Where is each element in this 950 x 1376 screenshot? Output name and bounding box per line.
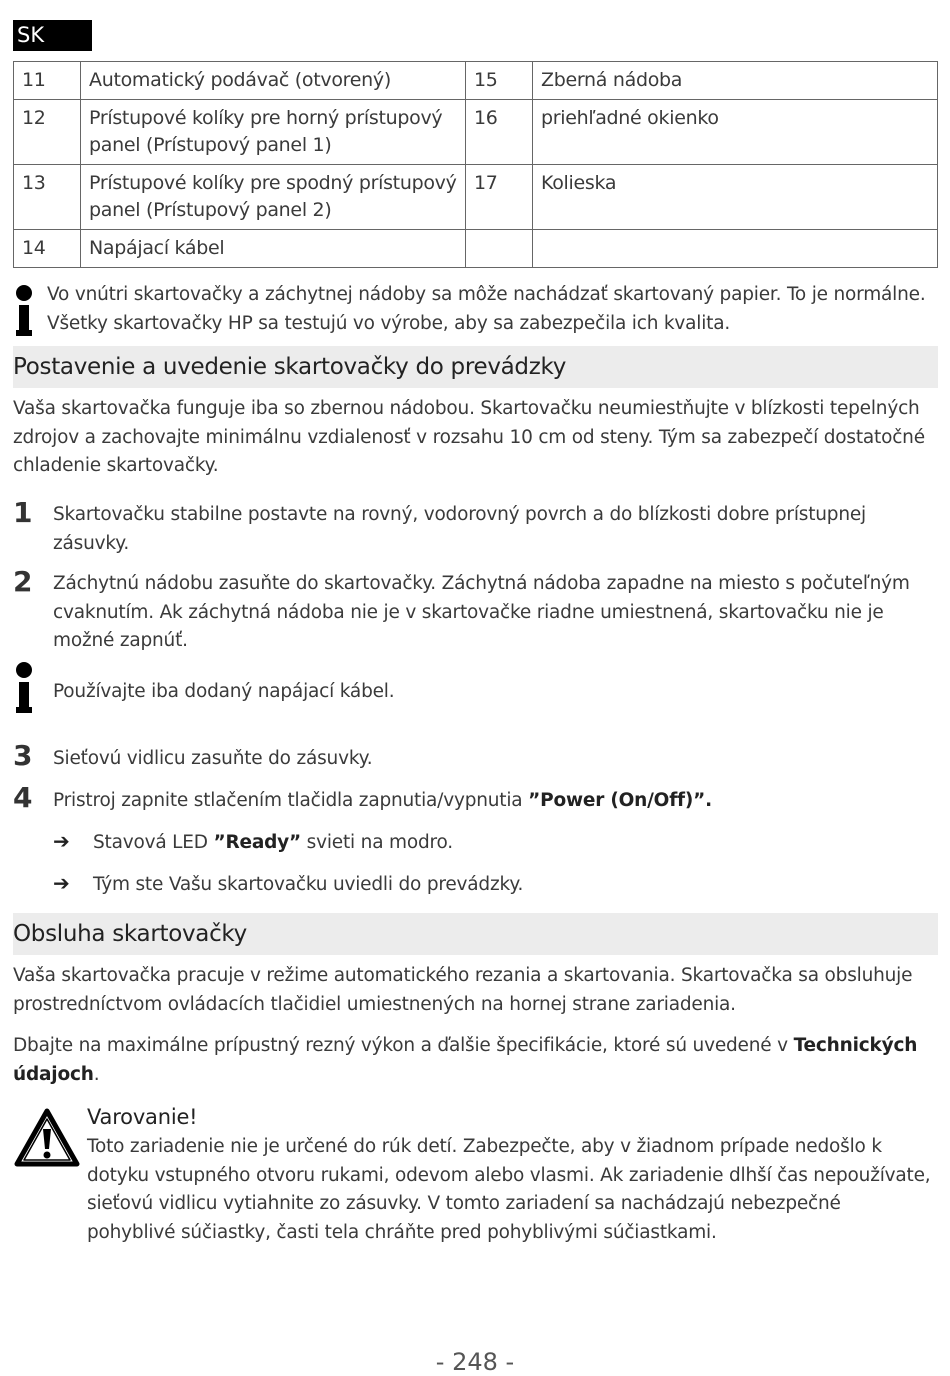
- info-note: Používajte iba dodaný napájací kábel.: [53, 681, 395, 702]
- result-text: Tým ste Vašu skartovačku uviedli do prevádzky.: [93, 874, 524, 895]
- section-intro: Vaša skartovačka funguje iba so zbernou nádobou. Skartovačku neumiestňujte v blízkosti tepelných zdrojov a zachovajte minimálnu vzdialenosť v rozsahu 10 cm od steny. Tým sa zabezpečí dostatočné chladenie skartovačky.: [13, 398, 925, 476]
- result-text-plain: svieti na modro.: [301, 832, 453, 853]
- step-number: 4: [13, 781, 33, 814]
- parts-table: [13, 61, 938, 268]
- part-label: Prístupové kolíky pre spodný prístupový panel (Prístupový panel 2): [81, 165, 466, 230]
- part-number: 15: [466, 62, 533, 100]
- arrow-right-icon: ➔: [53, 871, 70, 895]
- section-paragraph: [13, 1032, 938, 1089]
- paragraph-plain: .: [93, 1063, 100, 1085]
- step-text-bold: ”Power (On/Off)”.: [528, 790, 712, 811]
- info-icon: [13, 660, 35, 716]
- result-text: [93, 829, 933, 858]
- part-label: priehľadné okienko: [533, 100, 938, 165]
- section-heading: Postavenie a uvedenie skartovačky do prevádzky: [13, 346, 938, 388]
- part-number: 13: [14, 165, 81, 230]
- table-row: [14, 230, 938, 268]
- section-heading: Obsluha skartovačky: [13, 913, 938, 955]
- part-label: Napájací kábel: [81, 230, 466, 268]
- table-row: [14, 100, 938, 165]
- section-paragraph: Vaša skartovačka pracuje v režime automatického rezania a skartovania. Skartovačka sa obsluhuje prostredníctvom ovládacích tlačidiel umiestnených na hornej strane zariadenia.: [13, 965, 913, 1015]
- table-row: [14, 62, 938, 100]
- paragraph-plain: Dbajte na maximálne prípustný rezný výkon a ďalšie špecifikácie, ktoré sú uvedené v: [13, 1035, 794, 1056]
- step-number: 3: [13, 739, 33, 772]
- info-icon: [13, 283, 35, 339]
- part-number: 12: [14, 100, 81, 165]
- part-label: [533, 230, 938, 268]
- step-text: Sieťovú vidlicu zasuňte do zásuvky.: [53, 748, 373, 769]
- part-label: Kolieska: [533, 165, 938, 230]
- part-number: [466, 230, 533, 268]
- step-text: [53, 787, 938, 816]
- step-text: Skartovačku stabilne postavte na rovný, vodorovný povrch a do blízkosti dobre prístupnej zásuvky.: [53, 504, 866, 554]
- result-text-plain: Stavová LED: [93, 832, 214, 853]
- warning-title: Varovanie!: [87, 1105, 198, 1129]
- part-label: Automatický podávač (otvorený): [81, 62, 466, 100]
- step-number: 1: [13, 496, 33, 529]
- language-tag: SK: [13, 20, 92, 51]
- arrow-right-icon: ➔: [53, 829, 70, 853]
- step-number: 2: [13, 565, 33, 598]
- part-number: 17: [466, 165, 533, 230]
- info-note: Vo vnútri skartovačky a záchytnej nádoby sa môže nachádzať skartovaný papier. To je normálne. Všetky skartovačky HP sa testujú vo výrobe, aby sa zabezpečila ich kvalita.: [47, 284, 926, 334]
- part-label: Zberná nádoba: [533, 62, 938, 100]
- part-label: Prístupové kolíky pre horný prístupový panel (Prístupový panel 1): [81, 100, 466, 165]
- page-number: - 248 -: [435, 1348, 515, 1376]
- paragraph-bold: Technických údajoch: [13, 1035, 918, 1085]
- part-number: 14: [14, 230, 81, 268]
- part-number: 11: [14, 62, 81, 100]
- part-number: 16: [466, 100, 533, 165]
- step-text: Záchytnú nádobu zasuňte do skartovačky. Záchytná nádoba zapadne na miesto s počuteľným cvaknutím. Ak záchytná nádoba nie je v skartovačke riadne umiestnená, skartovačku nie je možné zapnúť.: [53, 573, 910, 651]
- result-text-bold: ”Ready”: [213, 832, 301, 853]
- table-row: [14, 165, 938, 230]
- step-text-plain: Pristroj zapnite stlačením tlačidla zapnutia/vypnutia: [53, 790, 529, 811]
- warning-icon: [13, 1107, 81, 1169]
- warning-text: Toto zariadenie nie je určené do rúk detí. Zabezpečte, aby v žiadnom prípade nedošlo k dotyku vstupného otvoru rukami, odevom alebo vlasmi. Ak zariadenie dlhší čas nepoužívate, sieťovú vidlicu vytiahnite zo zásuvky. V tomto zariadení sa nachádzajú nebezpečné pohyblivé súčiastky, časti tela chráňte pred pohyblivými súčiastkami.: [87, 1136, 931, 1243]
